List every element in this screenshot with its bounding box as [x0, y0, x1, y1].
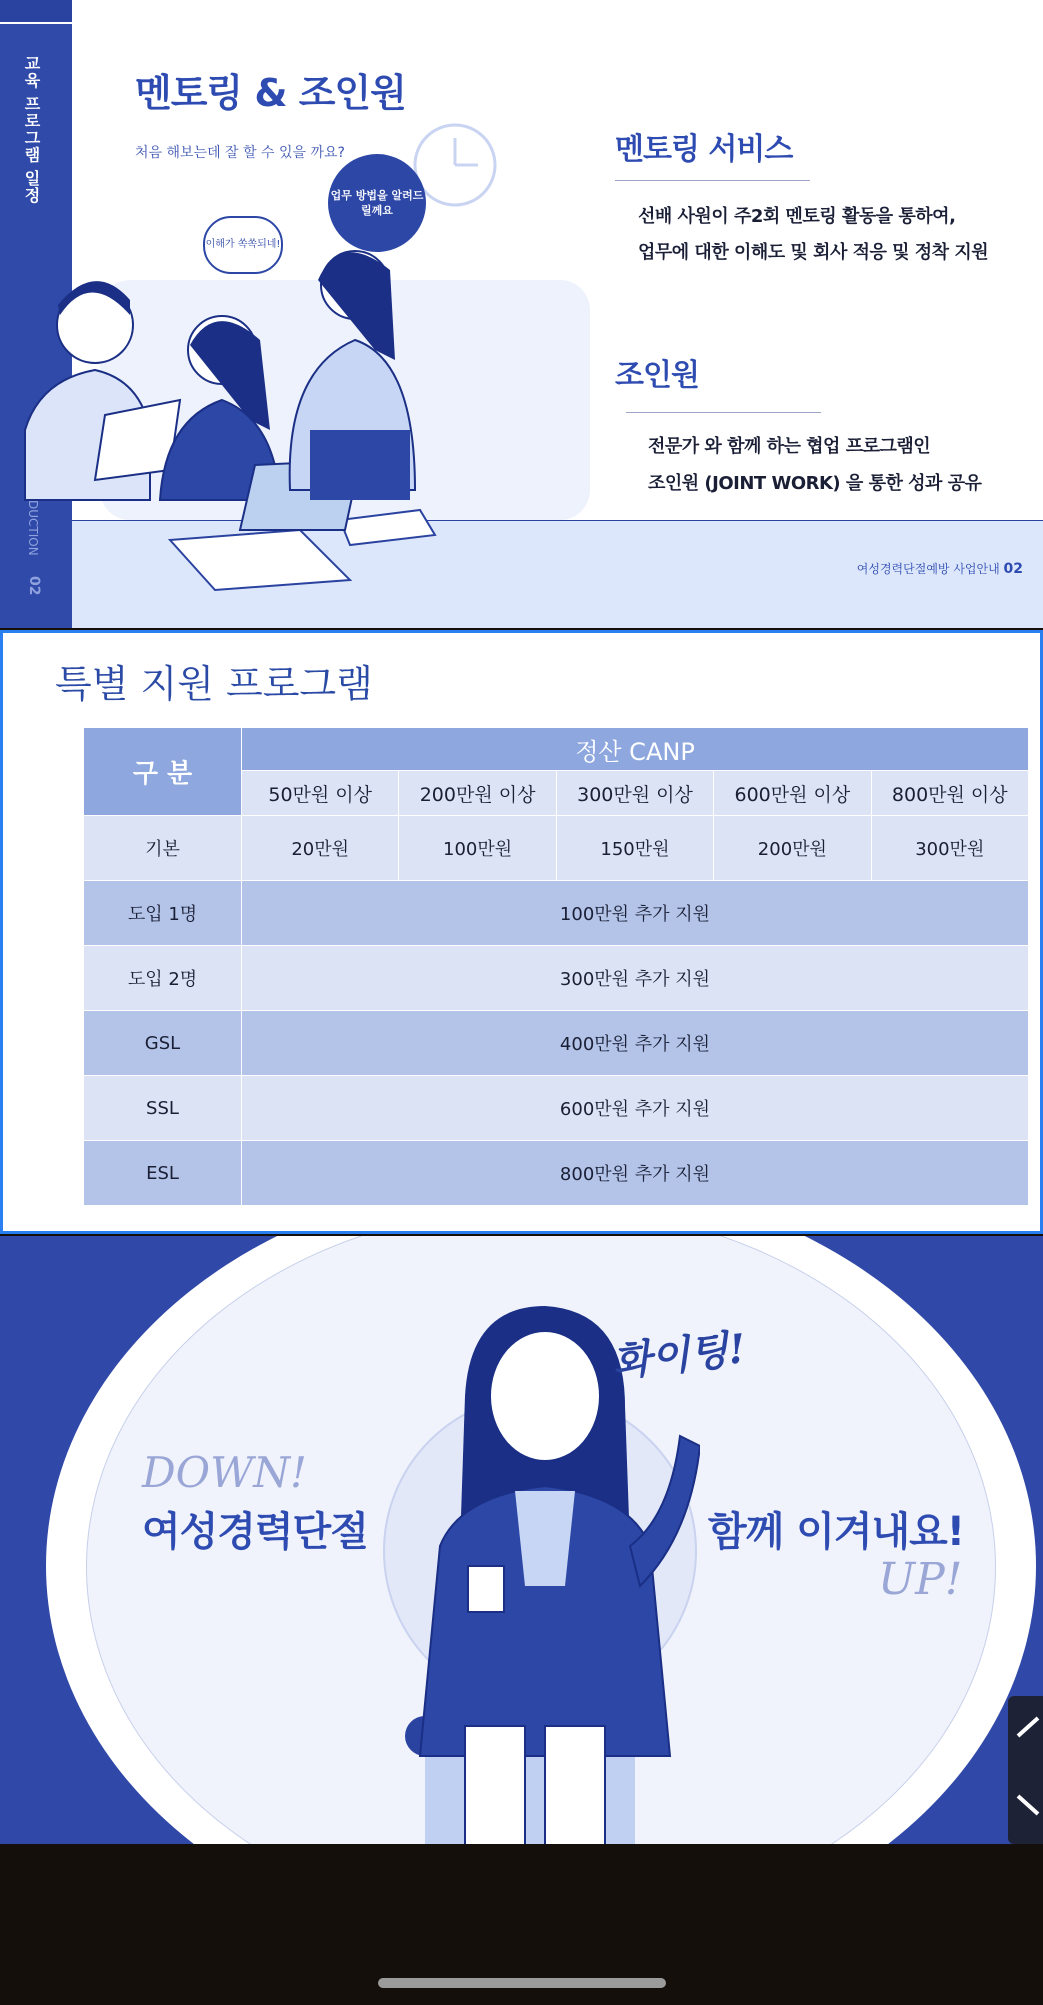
row-label: 기본	[84, 816, 242, 881]
row-label: 도입 1명	[84, 881, 242, 946]
overcome-together-text: 함께 이겨내요!	[708, 1509, 965, 1555]
joinone-title: 조인원	[615, 358, 699, 393]
subheader-800: 800만원 이상	[871, 771, 1028, 816]
table-row	[84, 816, 1029, 881]
down-text: DOWN!	[142, 1448, 307, 1497]
table-row	[84, 1076, 1029, 1141]
table-cell: 400만원 추가 지원	[242, 1011, 1029, 1076]
chevron-up-icon[interactable]	[1018, 1718, 1038, 1736]
page-title: 멘토링 & 조인원	[135, 71, 406, 115]
side-nav-header	[0, 0, 72, 24]
page-nav-control[interactable]	[1008, 1696, 1043, 1844]
footer-label: 여성경력단절예방 사업안내	[856, 562, 1000, 576]
page-footer	[857, 560, 1023, 577]
table-cell: 150만원	[556, 816, 713, 881]
mentoring-service-title: 멘토링 서비스	[615, 132, 793, 167]
subheader-200: 200만원 이상	[399, 771, 556, 816]
row-label: 도입 2명	[84, 946, 242, 1011]
table-row	[84, 946, 1029, 1011]
slide-cheer-banner	[0, 1236, 1043, 1844]
thought-bubble-understand: 이해가 쏙쏙되네!	[203, 216, 283, 274]
table-cell: 200만원	[714, 816, 871, 881]
slide-mentoring	[0, 0, 1043, 628]
header-category: 구 분	[84, 728, 242, 816]
home-indicator[interactable]	[378, 1978, 666, 1988]
fighting-text: 화이팅!	[610, 1325, 748, 1386]
subheader-300: 300만원 이상	[556, 771, 713, 816]
row-label: ESL	[84, 1141, 242, 1206]
support-table	[83, 727, 1029, 1206]
joinone-desc-line-2: 조인원 (JOINT WORK) 을 통한 성과 공유	[648, 473, 982, 494]
subheader-600: 600만원 이상	[714, 771, 871, 816]
table-cell: 100만원 추가 지원	[242, 881, 1029, 946]
mentoring-desc-line-2: 업무에 대한 이해도 및 회사 적응 및 정착 지원	[638, 242, 989, 263]
speech-bubble-teach: 업무 방법을 알려드릴께요	[328, 154, 426, 252]
footer-page-number: 02	[1003, 561, 1023, 577]
chevron-down-icon[interactable]	[1018, 1796, 1038, 1814]
table-cell: 20만원	[242, 816, 399, 881]
divider	[626, 412, 821, 413]
office-team-illustration	[0, 100, 600, 600]
joinone-desc-line-1: 전문가 와 함께 하는 협업 프로그램인	[648, 436, 931, 457]
row-label: SSL	[84, 1076, 242, 1141]
divider	[615, 180, 810, 181]
header-canp: 정산 CANP	[242, 728, 1029, 771]
side-nav-number: 02	[26, 576, 42, 596]
slide-special-support[interactable]	[0, 630, 1043, 1234]
career-break-text: 여성경력단절	[142, 1509, 368, 1555]
row-label: GSL	[84, 1011, 242, 1076]
clock-icon	[415, 125, 495, 205]
table-cell: 600만원 추가 지원	[242, 1076, 1029, 1141]
table-row	[84, 881, 1029, 946]
subheader-50: 50만원 이상	[242, 771, 399, 816]
mentoring-desc-line-1: 선배 사원이 주2회 멘토링 활동을 통하여,	[638, 206, 956, 227]
page-subtitle: 처음 해보는데 잘 할 수 있을 까요?	[135, 145, 345, 161]
table-row	[84, 1141, 1029, 1206]
up-text: UP!	[878, 1554, 963, 1605]
table-cell: 300만원	[871, 816, 1028, 881]
section-title: 특별 지원 프로그램	[55, 662, 373, 706]
table-cell: 300만원 추가 지원	[242, 946, 1029, 1011]
side-nav-sub-label: DUCTION	[26, 500, 40, 556]
table-row	[84, 1011, 1029, 1076]
table-cell: 100만원	[399, 816, 556, 881]
side-nav-label: 교육 프로그램 일정	[22, 55, 41, 205]
table-cell: 800만원 추가 지원	[242, 1141, 1029, 1206]
